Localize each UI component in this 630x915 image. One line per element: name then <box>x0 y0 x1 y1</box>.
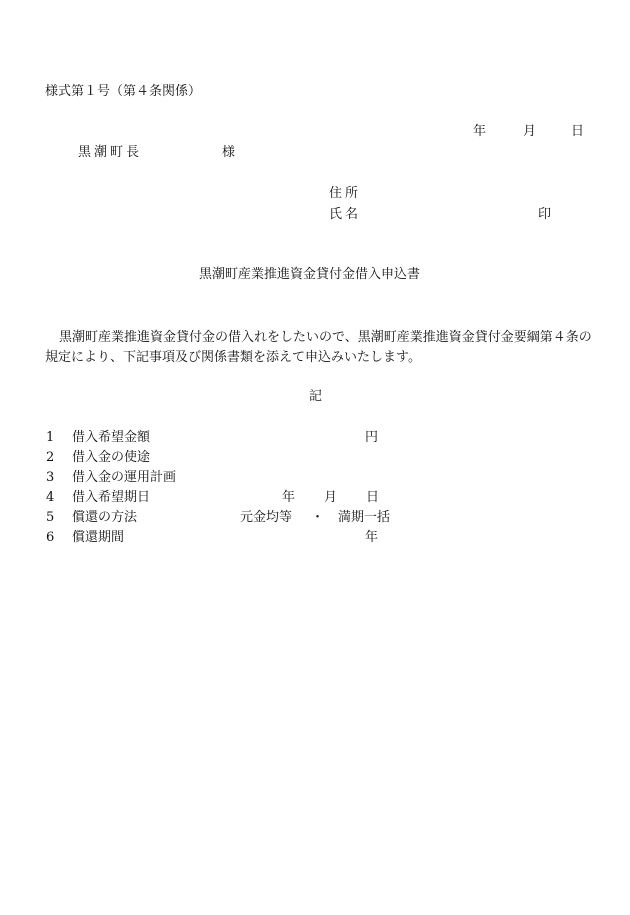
item-label: 償還期間 <box>72 530 125 545</box>
item-label: 借入希望金額 <box>72 430 151 445</box>
item-day-label: 日 <box>366 490 380 505</box>
item-number: 4 <box>46 490 55 505</box>
applicant-address-label: 住所 <box>329 186 362 201</box>
item-unit-year: 年 <box>365 530 379 545</box>
item-number: 3 <box>46 470 55 485</box>
item-label: 借入希望期日 <box>72 490 151 505</box>
item-number: 6 <box>46 530 55 545</box>
date-month-label: 月 <box>523 124 537 139</box>
item-label: 借入金の運用計画 <box>72 470 177 485</box>
document-title: 黒潮町産業推進資金貸付金借入申込書 <box>199 267 421 282</box>
date-day-label: 日 <box>571 124 585 139</box>
item-year-label: 年 <box>282 490 296 505</box>
item-label: 借入金の使途 <box>72 450 151 465</box>
item-unit-yen: 円 <box>365 430 379 445</box>
ki-heading: 記 <box>309 389 323 404</box>
addressee-name: 黒潮町長 <box>78 145 143 160</box>
item-number: 2 <box>46 450 55 465</box>
form-number: 様式第１号（第４条関係） <box>45 84 202 99</box>
body-paragraph: 黒潮町産業推進資金貸付金の借入れをしたいので、黒潮町産業推進資金貸付金要綱第４条の規定により、下記事項及び関係書類を添えて申込みいたします。 <box>45 330 592 365</box>
item-number: 1 <box>46 430 55 445</box>
addressee-honorific: 様 <box>222 145 236 160</box>
repayment-option-separator: ・ <box>311 510 325 525</box>
repayment-option-lump-sum: 満期一括 <box>338 510 391 525</box>
seal-mark: 印 <box>538 207 552 222</box>
item-number: 5 <box>46 510 55 525</box>
applicant-name-label: 氏名 <box>329 207 362 222</box>
item-month-label: 月 <box>324 490 338 505</box>
repayment-option-equal-principal: 元金均等 <box>240 510 293 525</box>
date-year-label: 年 <box>473 124 487 139</box>
item-label: 償還の方法 <box>72 510 138 525</box>
